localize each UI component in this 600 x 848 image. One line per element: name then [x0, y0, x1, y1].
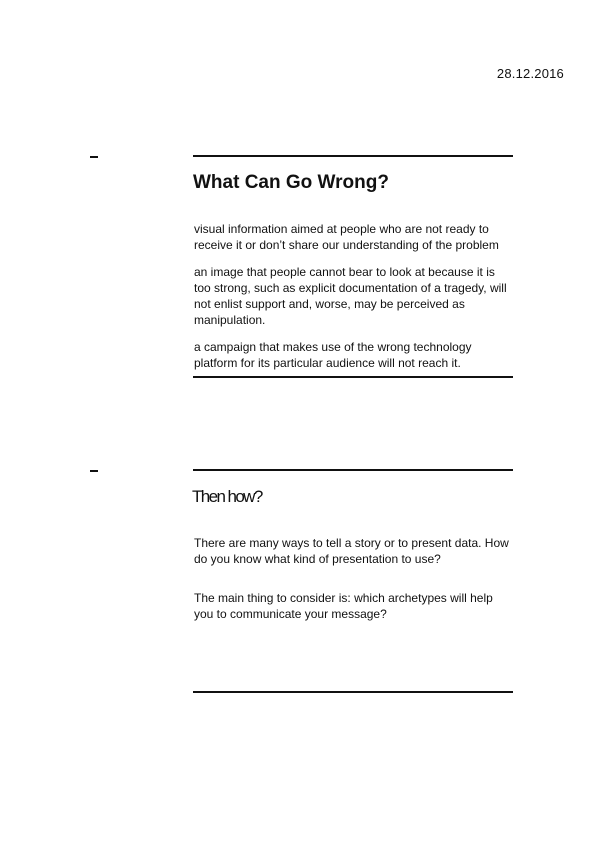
- section-1-paragraph-3: a campaign that makes use of the wrong technology platform for its particular audience will not reach it.: [194, 340, 472, 370]
- section-1-title: What Can Go Wrong?: [193, 172, 389, 193]
- section-2-paragraph-2: The main thing to consider is: which archetypes will help you to communicate your message?: [194, 591, 493, 621]
- section-1-paragraph-1: visual information aimed at people who are not ready to receive it or don’t share our understanding of the problem: [194, 222, 499, 252]
- section-2-title: Then how?: [192, 487, 262, 506]
- section-2-paragraph-1: There are many ways to tell a story or to present data. How do you know what kind of presentation to use?: [194, 536, 509, 566]
- page-date: 28.12.2016: [496, 66, 564, 81]
- section-2-dash: [90, 470, 98, 472]
- section-1-paragraph-2: an image that people cannot bear to look at because it is too strong, such as explicit documentation of a tragedy, will not enlist support and, worse, may be perceived as manipulation.: [194, 265, 507, 327]
- section-1-dash: [90, 156, 98, 158]
- section-1-bottom-rule: [193, 376, 513, 378]
- section-1-top-rule: [193, 155, 513, 157]
- section-2-top-rule: [193, 469, 513, 471]
- section-2-bottom-rule: [193, 691, 513, 693]
